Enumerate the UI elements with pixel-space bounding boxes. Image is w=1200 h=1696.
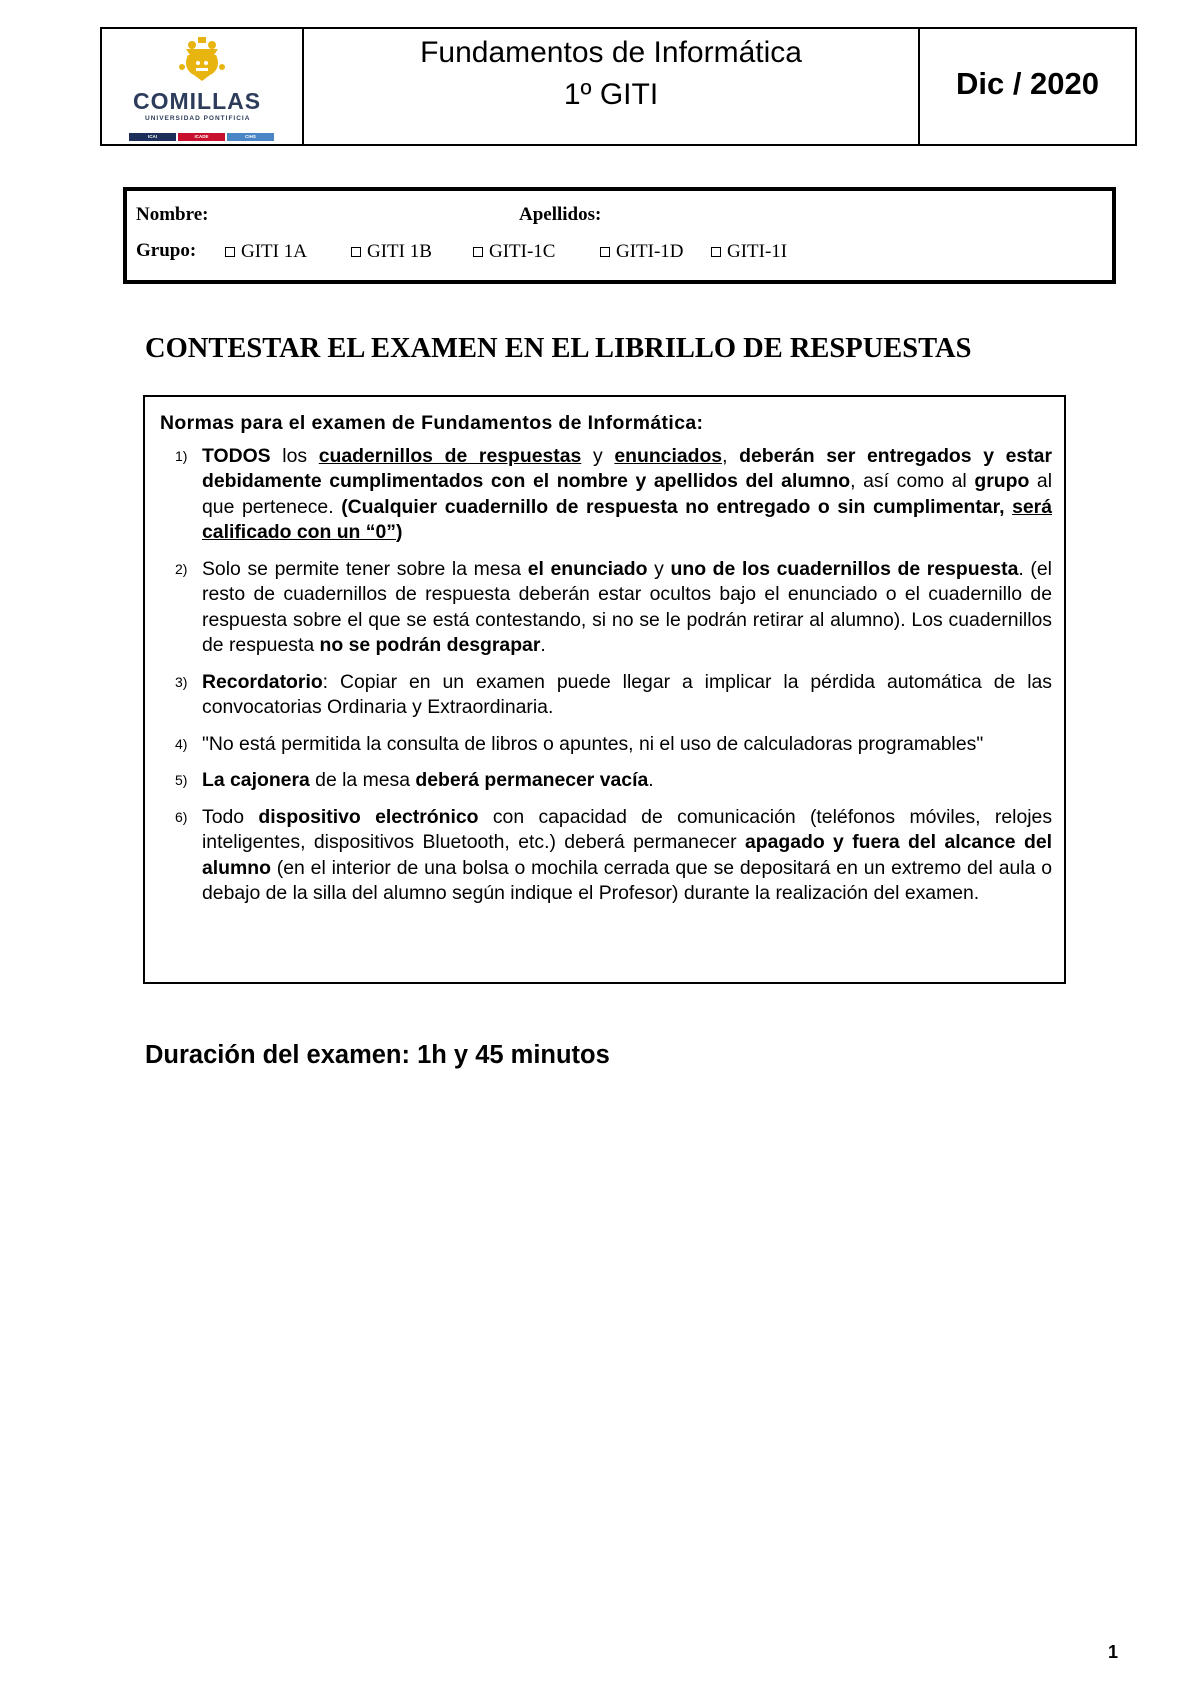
rule-item: [157, 805, 1052, 907]
group-option-1d[interactable]: GITI-1D: [600, 241, 684, 263]
rule-number: 5): [175, 772, 188, 788]
checkbox-icon[interactable]: [600, 247, 610, 257]
rule-number: 3): [175, 673, 188, 690]
rule-item: [157, 732, 1052, 758]
student-info-box: [123, 187, 1116, 284]
logo-wordmark: COMILLAS: [133, 88, 262, 114]
group-option-1a[interactable]: GITI 1A: [225, 241, 307, 263]
logo-subtitle: UNIVERSIDAD PONTIFICIA: [145, 115, 251, 122]
rule-item: [157, 768, 1052, 794]
exam-date: Dic / 2020: [955, 66, 1100, 101]
logo-bar-cihs: CIHS: [227, 133, 274, 141]
exam-rules-box: [143, 395, 1066, 984]
group-option-1i[interactable]: GITI-1I: [711, 241, 787, 263]
logo-school-bars: [129, 133, 276, 141]
page-number: 1: [1108, 1642, 1119, 1662]
exam-duration: Duración del examen: 1h y 45 minutos: [145, 1041, 610, 1069]
rule-item: [157, 670, 1052, 721]
group-option-1b[interactable]: GITI 1B: [351, 241, 432, 263]
rule-item: [157, 444, 1052, 546]
checkbox-icon[interactable]: [711, 247, 721, 257]
rule-text: Todo dispositivo electrónico con capacidad de comunicación (teléfonos móviles, relojes inteligentes, dispositivos Bluetooth, etc.) deberá permanecer apagado y fuera del alcance del alumno (en el interior de una bolsa o mochila cerrada que se depositará en un extremo del aula o debajo de la silla del alumno según indique el Profesor) durante la realización del examen.: [202, 805, 1053, 904]
logo-bar-icai: ICAI: [129, 133, 176, 141]
university-logo: [102, 29, 304, 144]
crest-icon: [178, 37, 226, 83]
course-name: Fundamentos de Informática: [420, 36, 802, 69]
group-option-1c[interactable]: GITI-1C: [473, 241, 555, 263]
surname-label: Apellidos:: [519, 204, 602, 225]
rule-text: Recordatorio: Copiar en un examen puede llegar a implicar la pérdida automática de las convocatorias Ordinaria y Extraordinaria.: [202, 670, 1052, 718]
rule-number: 2): [175, 560, 188, 577]
logo-bar-icade: ICADE: [178, 133, 225, 141]
instruction-heading: CONTESTAR EL EXAMEN EN EL LIBRILLO DE RESPUESTAS: [145, 333, 972, 364]
checkbox-icon[interactable]: [351, 247, 361, 257]
rule-number: 4): [175, 735, 188, 752]
exam-header: [100, 27, 1137, 146]
rule-item: [157, 557, 1052, 659]
rule-text: Solo se permite tener sobre la mesa el enunciado y uno de los cuadernillos de respuesta. (el resto de cuadernillos de respuesta deberán estar ocultos bajo el enunciado o el cuadernillo de respuesta sobre el que se está contestando, si no se le podrán retirar al alumno). Los cuadernillos de respuesta no se podrán desgrapar.: [202, 557, 1052, 656]
course-title: [304, 29, 920, 144]
rule-number: 1): [175, 447, 188, 464]
rule-text: "No está permitida la consulta de libros o apuntes, ni el uso de calculadoras programables": [202, 732, 984, 755]
rule-text: La cajonera de la mesa deberá permanecer vacía.: [202, 769, 654, 791]
rule-number: 6): [175, 808, 188, 825]
group-label: Grupo:: [136, 240, 197, 261]
rules-list: [157, 444, 1052, 907]
checkbox-icon[interactable]: [225, 247, 235, 257]
rule-text: TODOS los cuadernillos de respuestas y enunciados, deberán ser entregados y estar debidamente cumplimentados con el nombre y apellidos del alumno, así como al grupo al que pertenece. (Cualquier cuadernillo de respuesta no entregado o sin cumplimentar, será calificado con un “0”): [202, 444, 1053, 543]
name-label: Nombre:: [136, 204, 209, 225]
course-group: 1º GITI: [563, 78, 659, 111]
rules-title: Normas para el examen de Fundamentos de Informática:: [160, 412, 704, 434]
checkbox-icon[interactable]: [473, 247, 483, 257]
